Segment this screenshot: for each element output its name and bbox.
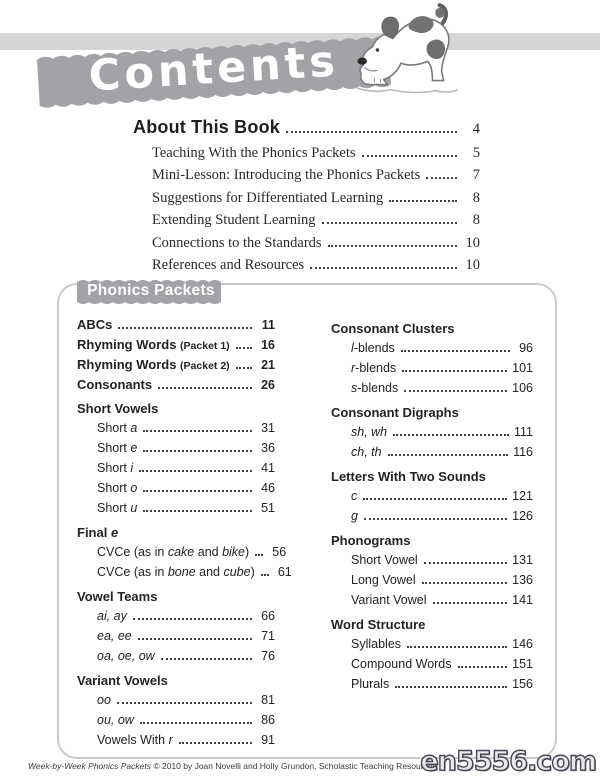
toc-entry <box>331 553 533 573</box>
dot-leader <box>364 518 507 520</box>
toc-page-number: 106 <box>512 381 533 395</box>
dog-nose <box>358 58 367 65</box>
packets-left-column <box>77 317 292 753</box>
toc-entry-label: Consonant Clusters <box>331 321 455 336</box>
toc-entry <box>331 677 533 697</box>
dot-leader <box>261 574 269 576</box>
toc-page-number: 146 <box>512 637 533 651</box>
toc-entry <box>77 649 275 669</box>
toc-page-number: 156 <box>512 677 533 691</box>
toc-entry <box>77 357 275 377</box>
dot-leader <box>363 498 507 500</box>
toc-page-number: 136 <box>512 573 533 587</box>
dot-leader <box>118 327 252 329</box>
dot-leader <box>407 646 507 648</box>
dog-illustration <box>350 2 464 100</box>
toc-entry-label: Vowel Teams <box>77 589 158 604</box>
toc-entry-label: Letters With Two Sounds <box>331 469 486 484</box>
toc-entry-label: oa, oe, ow <box>97 649 155 663</box>
toc-entry-label: Final e <box>77 525 119 540</box>
book-title: Week-by-Week Phonics Packets <box>28 761 151 771</box>
about-title-page: 4 <box>472 121 480 137</box>
toc-entry-label: Short o <box>97 481 138 495</box>
toc-entry-label: l-blends <box>351 341 395 355</box>
toc-entry-label: s-blends <box>351 381 399 395</box>
toc-heading <box>77 401 275 421</box>
toc-entry <box>331 509 533 529</box>
toc-entry-label: Rhyming Words (Packet 1) <box>77 337 230 352</box>
dot-leader <box>389 200 457 202</box>
toc-heading <box>331 469 533 489</box>
toc-entry-label: Short Vowel <box>351 553 418 567</box>
dot-leader <box>322 222 458 224</box>
dot-leader <box>143 450 252 452</box>
toc-entry-label: Consonants <box>77 377 153 392</box>
toc-entry-label: Short Vowels <box>77 401 159 416</box>
toc-page-number: 21 <box>261 358 275 372</box>
toc-entry-label: CVCe (as in cake and bike) <box>97 545 250 559</box>
toc-entry-label: Variant Vowels <box>77 673 168 688</box>
toc-page-number: 101 <box>512 361 533 375</box>
toc-page-number: 11 <box>261 318 275 332</box>
about-title: About This Book <box>133 117 280 137</box>
toc-entry <box>77 609 275 629</box>
watermark: en5556.com <box>420 746 596 777</box>
dot-leader <box>161 658 252 660</box>
toc-entry-label: Plurals <box>351 677 390 691</box>
about-entry: Teaching With the Phonics Packets 5 <box>152 145 480 161</box>
phonics-packets-label <box>75 276 227 308</box>
toc-entry-label: g <box>351 509 358 523</box>
toc-entry <box>77 481 275 501</box>
toc-entry <box>331 489 533 509</box>
toc-heading <box>77 589 275 609</box>
dot-leader <box>388 454 508 456</box>
toc-page-number: 141 <box>512 593 533 607</box>
toc-page-number: 61 <box>277 565 292 579</box>
toc-page-number: 71 <box>261 629 275 643</box>
toc-page-number: 76 <box>261 649 275 663</box>
packets-right-column <box>331 317 533 697</box>
dot-leader <box>143 490 252 492</box>
toc-entry-label: oo <box>97 693 111 707</box>
dot-leader <box>328 245 457 247</box>
dot-leader <box>143 510 252 512</box>
dog-eye <box>376 48 379 51</box>
toc-entry <box>331 637 533 657</box>
toc-entry <box>331 381 533 401</box>
toc-entry-label: ai, ay <box>97 609 127 623</box>
phonics-packets-label-text: Phonics Packets <box>87 282 215 299</box>
toc-page-number: 41 <box>261 461 275 475</box>
toc-entry-label: ou, ow <box>97 713 134 727</box>
toc-heading <box>331 405 533 425</box>
toc-page-number: 131 <box>512 553 533 567</box>
toc-page-number: 86 <box>261 713 275 727</box>
about-entries <box>152 145 480 279</box>
dot-leader <box>286 131 457 133</box>
toc-entry-label: CVCe (as in bone and cube) <box>97 565 255 579</box>
dot-leader <box>143 430 252 432</box>
dot-leader <box>393 434 509 436</box>
toc-heading <box>77 673 275 693</box>
toc-entry <box>77 713 275 733</box>
toc-entry <box>77 629 275 649</box>
toc-entry-label: Word Structure <box>331 617 426 632</box>
about-entry: Extending Student Learning 8 <box>152 212 480 229</box>
toc-entry <box>77 545 287 565</box>
dot-leader <box>138 638 252 640</box>
toc-heading <box>331 533 533 553</box>
dot-leader <box>404 390 507 392</box>
toc-entry-label: Rhyming Words (Packet 2) <box>77 357 230 372</box>
toc-entry <box>331 573 533 593</box>
dot-leader <box>310 267 457 269</box>
toc-entry <box>77 317 275 337</box>
dot-leader <box>140 722 252 724</box>
toc-heading <box>77 525 275 545</box>
toc-page-number: 126 <box>512 509 533 523</box>
toc-entry <box>77 565 292 585</box>
toc-entry-label: Short e <box>97 441 138 455</box>
toc-page-number: 91 <box>261 733 275 747</box>
dot-leader <box>139 470 252 472</box>
toc-entry <box>77 337 275 357</box>
toc-page-number: 151 <box>512 657 533 671</box>
toc-entry-label: Short a <box>97 421 138 435</box>
dot-leader <box>255 554 263 556</box>
toc-entry-label: Compound Words <box>351 657 452 671</box>
about-entry: Suggestions for Differentiated Learning 8 <box>152 189 480 206</box>
dot-leader <box>433 602 508 604</box>
toc-page-number: 16 <box>261 338 275 352</box>
toc-page-number: 81 <box>261 693 275 707</box>
toc-page-number: 51 <box>261 501 275 515</box>
about-entry: Mini-Lesson: Introducing the Phonics Packets 7 <box>152 167 480 184</box>
toc-entry-label: Consonant Digraphs <box>331 405 459 420</box>
toc-page-number: 66 <box>261 609 275 623</box>
about-entry: Connections to the Standards 10 <box>152 234 480 251</box>
toc-page-number: 121 <box>512 489 533 503</box>
toc-entry-label: Phonograms <box>331 533 411 548</box>
dot-leader <box>117 702 252 704</box>
dot-leader <box>362 155 457 157</box>
toc-entry <box>331 361 533 381</box>
toc-page-number: 111 <box>513 425 533 439</box>
toc-page-number: 96 <box>519 341 533 355</box>
toc-entry-label: ea, ee <box>97 629 132 643</box>
dot-leader <box>402 370 507 372</box>
toc-page-number: 31 <box>261 421 275 435</box>
dot-leader <box>236 367 252 369</box>
dot-leader <box>179 742 252 744</box>
toc-heading <box>331 617 533 637</box>
toc-entry-label: Long Vowel <box>351 573 416 587</box>
toc-entry-label: Short u <box>97 501 138 515</box>
dot-leader <box>236 347 252 349</box>
toc-entry <box>77 377 275 397</box>
copyright-line <box>28 761 437 771</box>
toc-page-number: 56 <box>272 545 287 559</box>
toc-entry <box>77 693 275 713</box>
toc-entry <box>77 733 275 753</box>
toc-entry <box>331 593 533 613</box>
dot-leader <box>395 686 507 688</box>
toc-entry <box>331 657 533 677</box>
toc-page-number: 26 <box>261 378 275 392</box>
about-entry: References and Resources 10 <box>152 256 480 273</box>
toc-entry <box>77 441 275 461</box>
toc-entry-label: r-blends <box>351 361 397 375</box>
dot-leader <box>401 350 510 352</box>
toc-entry-label: sh, wh <box>351 425 388 439</box>
toc-entry <box>77 421 275 441</box>
toc-page-number: 116 <box>513 445 533 459</box>
dot-leader <box>458 666 508 668</box>
toc-entry-label: ABCs <box>77 317 113 332</box>
toc-entry <box>331 341 533 361</box>
dot-leader <box>133 618 252 620</box>
toc-entry-label: Variant Vowel <box>351 593 427 607</box>
toc-entry-label: Vowels With r <box>97 733 173 747</box>
dot-leader <box>426 177 457 179</box>
toc-page-number: 46 <box>261 481 275 495</box>
dot-leader <box>158 387 252 389</box>
toc-entry-label: Syllables <box>351 637 402 651</box>
phonics-packets-box <box>57 283 557 759</box>
about-title-row <box>133 117 480 143</box>
credit-text: © 2010 by Joan Novelli and Holly Grundon, Scholastic Teaching Resources <box>150 761 437 771</box>
about-section <box>133 117 480 279</box>
toc-entry <box>77 501 275 521</box>
toc-entry <box>331 425 533 445</box>
toc-page-number: 36 <box>261 441 275 455</box>
toc-entry <box>331 445 533 465</box>
dot-leader <box>422 582 508 584</box>
toc-entry-label: Short i <box>97 461 134 475</box>
toc-entry-label: ch, th <box>351 445 382 459</box>
toc-entry <box>77 461 275 481</box>
page-title: Contents <box>87 36 341 102</box>
toc-entry-label: c <box>351 489 358 503</box>
dot-leader <box>424 562 507 564</box>
toc-heading <box>331 321 533 341</box>
